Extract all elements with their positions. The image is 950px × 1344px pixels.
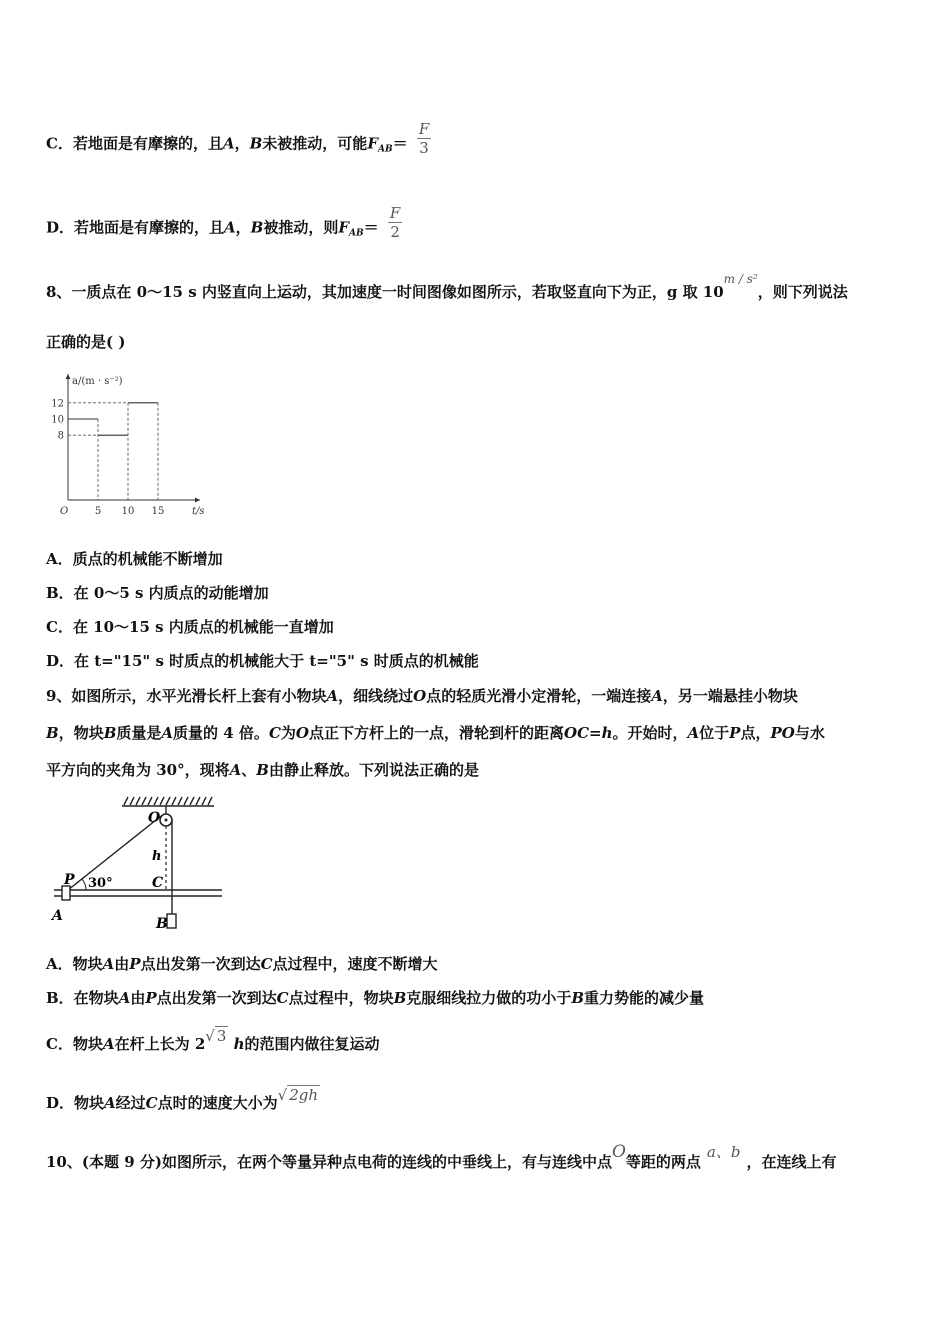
q9-option-b: B．在物块A由P点出发第一次到达C点过程中，物块B克服细线拉力做的功小于B重力势能的减少量 bbox=[46, 989, 705, 1007]
pulley-rod-figure bbox=[48, 792, 228, 934]
q8-option-d: D．在 t="15" s 时质点的机械能大于 t="5" s 时质点的机械能 bbox=[46, 652, 479, 670]
q9-option-c: C．物块A在杆上长为 2√ 3 h的范围内做往复运动 bbox=[46, 1027, 380, 1053]
chart-labels bbox=[51, 376, 204, 517]
sqrt-3: √ 3 bbox=[205, 1027, 227, 1045]
q8-option-b: B．在 0～5 s 内质点的动能增加 bbox=[46, 584, 269, 602]
q8-stem-line-2: 正确的是( ) bbox=[46, 333, 126, 351]
q7-option-c: C．若地面是有摩擦的，且A，B未被推动，可能$F_{AB}=$ $\frac{F}{3}$ bbox=[46, 120, 430, 157]
q7-option-d: D．若地面是有摩擦的，且A，B被推动，则$F_{AB}=$ $\frac{F}{2}$ bbox=[46, 204, 401, 241]
q8-option-c: C．在 10～15 s 内质点的机械能一直增加 bbox=[46, 618, 334, 636]
q9-stem-line-3: 平方向的夹角为 30°，现将A、B由静止释放。下列说法正确的是 bbox=[46, 761, 479, 779]
label-b: B bbox=[156, 916, 168, 932]
block-a bbox=[62, 886, 70, 900]
q9-option-a: A．物块A由P点出发第一次到达C点过程中，速度不断增大 bbox=[46, 955, 438, 973]
x-tick-label-1: 10 bbox=[121, 506, 135, 517]
fraction-f-over-3: $\frac{F}{3}$ bbox=[418, 120, 430, 157]
acceleration-time-chart bbox=[50, 368, 220, 518]
y-axis-arrow bbox=[66, 374, 71, 379]
unit-m-per-s2: m / s² bbox=[723, 272, 758, 286]
origin-label: O bbox=[60, 506, 69, 517]
q9-stem-line-2: B，物块B质量是A质量的 4 倍。C为O点正下方杆上的一点，滑轮到杆的距离OC=h。开始时，A位于P点，PO与水 bbox=[46, 724, 825, 742]
q9-option-d: D．物块A经过C点时的速度大小为√ 2gh bbox=[46, 1086, 319, 1112]
q8-stem-line-1: 8、一质点在 0～15 s 内竖直向上运动，其加速度一时间图像如图所示，若取竖直向下为正，g 取 $10^{m / s^2}$，则下列说法 bbox=[46, 272, 848, 301]
chart-axes bbox=[66, 374, 201, 503]
x-axis-label: t/s bbox=[192, 506, 205, 517]
label-a: A bbox=[52, 908, 63, 924]
x-tick-label-2: 15 bbox=[151, 506, 165, 517]
q9-stem-line-1: 9、如图所示，水平光滑长杆上套有小物块A，细线绕过O点的轻质光滑小定滑轮，一端连接A，另一端悬挂小物块 bbox=[46, 687, 798, 705]
x-axis-arrow bbox=[195, 498, 200, 503]
q10-stem: 10、(本题 9 分)如图所示，在两个等量异种点电荷的连线的中垂线上，有与连线中点O等距的两点a、b，在连线上有 bbox=[46, 1142, 837, 1171]
q8-option-a: A．质点的机械能不断增加 bbox=[46, 550, 223, 568]
label-c: C bbox=[152, 875, 164, 891]
y-tick-label-0: 8 bbox=[57, 430, 64, 442]
label-p: P bbox=[64, 872, 75, 888]
y-tick-label-1: 10 bbox=[51, 414, 64, 426]
block-b bbox=[167, 914, 176, 928]
fraction-f-over-2: $\frac{F}{2}$ bbox=[389, 204, 401, 241]
label-o: O bbox=[148, 810, 161, 826]
angle-arc bbox=[82, 879, 86, 890]
y-tick-label-2: 12 bbox=[51, 398, 64, 410]
x-tick-label-0: 5 bbox=[94, 506, 102, 517]
chart-marks bbox=[68, 403, 158, 500]
sqrt-2gh: √ 2gh bbox=[277, 1086, 319, 1104]
pulley-axle bbox=[165, 819, 168, 822]
label-angle: 30° bbox=[88, 876, 113, 891]
string-to-a bbox=[68, 816, 164, 891]
label-h: h bbox=[152, 849, 162, 864]
y-axis-label: a/(m · s⁻²) bbox=[72, 376, 123, 387]
ceiling-hatch bbox=[122, 797, 214, 806]
